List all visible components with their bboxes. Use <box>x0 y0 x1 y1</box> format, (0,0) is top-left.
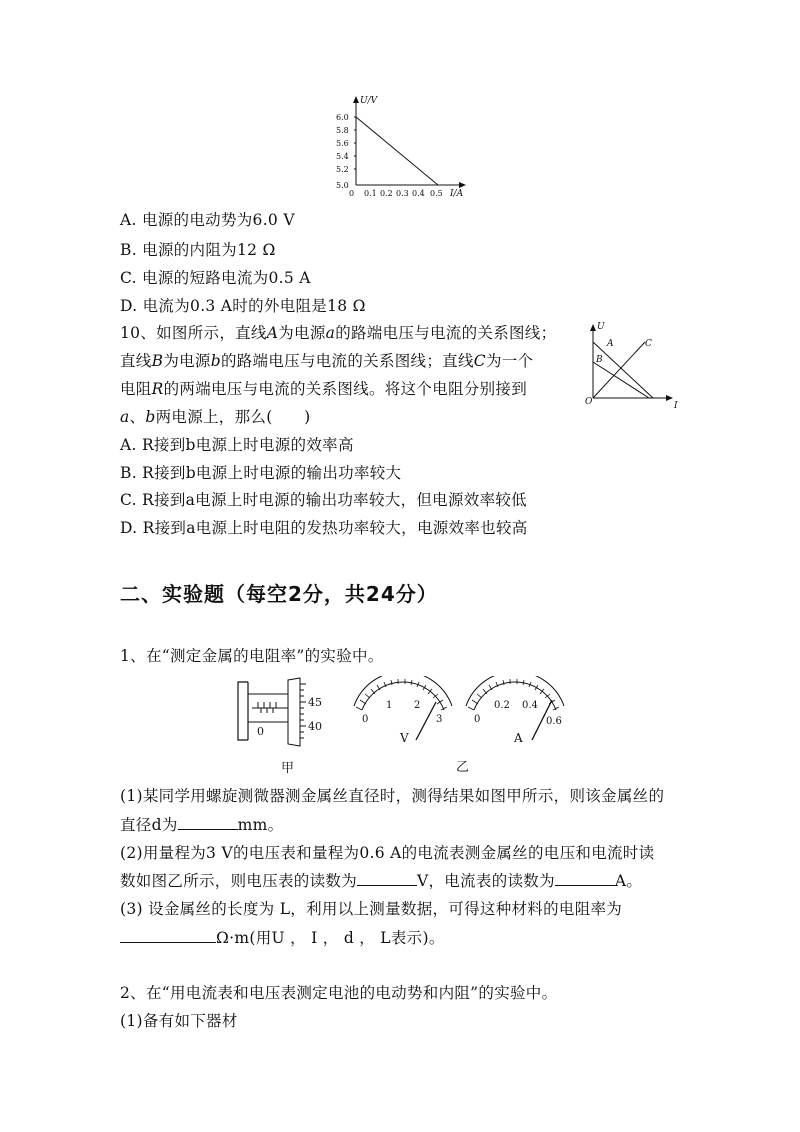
micrometer-frame <box>238 682 248 740</box>
caption-yi: 乙 <box>456 760 470 775</box>
exp1-q1-line2: 直径d为 mm。 <box>120 816 284 834</box>
q10-option-c: C. R接到a电源上时电源的输出功率较大，但电源效率较低 <box>120 491 527 509</box>
answer-blank-resistivity[interactable] <box>120 927 216 943</box>
q10-stem-line1: 10、如图所示，直线A为电源a的路端电压与电流的关系图线； <box>120 324 557 342</box>
uabc-graph-q10 <box>585 318 685 410</box>
exp1-q2-line2: 数如图乙所示，则电压表的读数为 V，电流表的读数为 A。 <box>120 872 643 890</box>
ammeter-arc-outer <box>466 676 564 706</box>
y-axis-arrow-icon <box>353 96 359 103</box>
line-c <box>593 342 645 398</box>
q10-option-d: D. R接到a电源上时电阻的发热功率较大，电源效率也较高 <box>120 519 528 537</box>
exp1-q1-line1: (1)某同学用螺旋测微器测金属丝直径时，测得结果如图甲所示，则该金属丝的 <box>120 787 665 805</box>
q9-option-c: C. 电源的短路电流为0.5 A <box>120 269 311 287</box>
u-axis-arrow-icon <box>590 324 596 331</box>
q9-option-d: D. 电流为0.3 A时的外电阻是18 Ω <box>120 297 366 315</box>
a-label: A <box>607 339 614 349</box>
exp2-intro: 2、在“用电流表和电压表测定电池的电动势和内阻”的实验中。 <box>120 984 558 1002</box>
answer-blank-diameter[interactable] <box>178 814 238 830</box>
y-tick: 5.2 <box>336 165 349 174</box>
y-axis-label: U/V <box>360 96 378 106</box>
micrometer-figure <box>230 676 340 776</box>
y-tick: 5.6 <box>336 139 349 148</box>
q9-option-b: B. 电源的内阻为12 Ω <box>120 241 276 259</box>
x-axis-label: I/A <box>450 189 464 199</box>
line-a <box>593 342 653 398</box>
ammeter-tick: 0 <box>474 714 481 725</box>
q10-stem-line3: 电阻R的两端电压与电流的关系图线。将这个电阻分别接到 <box>120 380 527 398</box>
ammeter-unit: A <box>514 731 523 745</box>
thimble-label-40: 40 <box>308 720 322 733</box>
section-heading: 二、实验题（每空2分，共24分） <box>120 582 438 606</box>
b-label: B <box>596 355 603 365</box>
y-tick: 5.0 <box>336 181 349 190</box>
answer-blank-voltage[interactable] <box>357 870 417 886</box>
voltmeter-figure <box>348 676 460 748</box>
thimble-label-45: 45 <box>308 696 322 709</box>
ammeter-tick: 0.4 <box>522 700 538 711</box>
ammeter-figure <box>460 676 572 748</box>
origin-label: 0 <box>349 189 355 198</box>
ui-graph-q9 <box>330 92 480 204</box>
c-label: C <box>645 339 652 349</box>
exp1-intro: 1、在“测定金属的电阻率”的实验中。 <box>120 647 384 665</box>
voltmeter-tick: 1 <box>386 700 393 711</box>
voltmeter-arc-inner <box>362 682 444 710</box>
i-label: I <box>674 401 678 410</box>
ui-line <box>356 117 438 185</box>
q9-option-a: A. 电源的电动势为6.0 V <box>120 211 295 229</box>
y-tick: 6.0 <box>336 113 349 122</box>
x-tick: 0.1 <box>364 189 377 198</box>
i-axis-arrow-icon <box>666 395 673 401</box>
exp2-q1: (1)备有如下器材 <box>120 1012 238 1030</box>
q10-option-a: A. R接到b电源上时电源的效率高 <box>120 436 354 454</box>
x-tick: 0.4 <box>412 189 425 198</box>
answer-blank-current[interactable] <box>555 870 615 886</box>
voltmeter-tick: 3 <box>436 714 443 725</box>
y-tick: 5.4 <box>336 152 349 161</box>
voltmeter-tick: 2 <box>414 700 421 711</box>
x-tick: 0.5 <box>430 189 443 198</box>
x-tick: 0.2 <box>380 189 393 198</box>
x-tick: 0.3 <box>396 189 409 198</box>
exp1-q2-line1: (2)用量程为3 V的电压表和量程为0.6 A的电流表测金属丝的电压和电流时读 <box>120 844 655 862</box>
o-label: O <box>585 397 593 407</box>
exp1-q3-line2: Ω·m(用U ， I ， d ， L表示)。 <box>120 927 445 948</box>
voltmeter-tick: 0 <box>362 714 369 725</box>
ammeter-arc-inner <box>474 682 556 710</box>
caption-jia: 甲 <box>281 761 295 776</box>
q10-option-b: B. R接到b电源上时电源的输出功率较大 <box>120 464 402 482</box>
u-label: U <box>597 322 605 332</box>
voltmeter-unit: V <box>400 731 409 745</box>
ammeter-tick: 0.2 <box>494 700 510 711</box>
micrometer-thimble <box>288 678 300 746</box>
x-axis-arrow-icon <box>459 182 466 188</box>
ammeter-tick: 0.6 <box>546 716 562 727</box>
q10-stem-line2: 直线B为电源b的路端电压与电流的关系图线；直线C为一个 <box>120 352 534 370</box>
sleeve-zero-label: 0 <box>257 725 264 738</box>
q10-stem-line4: a、b两电源上，那么( ) <box>120 408 311 426</box>
exp1-q3-line1: (3) 设金属丝的长度为 L，利用以上测量数据，可得这种材料的电阻率为 <box>120 900 623 918</box>
voltmeter-arc-outer <box>354 676 452 706</box>
y-tick: 5.8 <box>336 126 349 135</box>
